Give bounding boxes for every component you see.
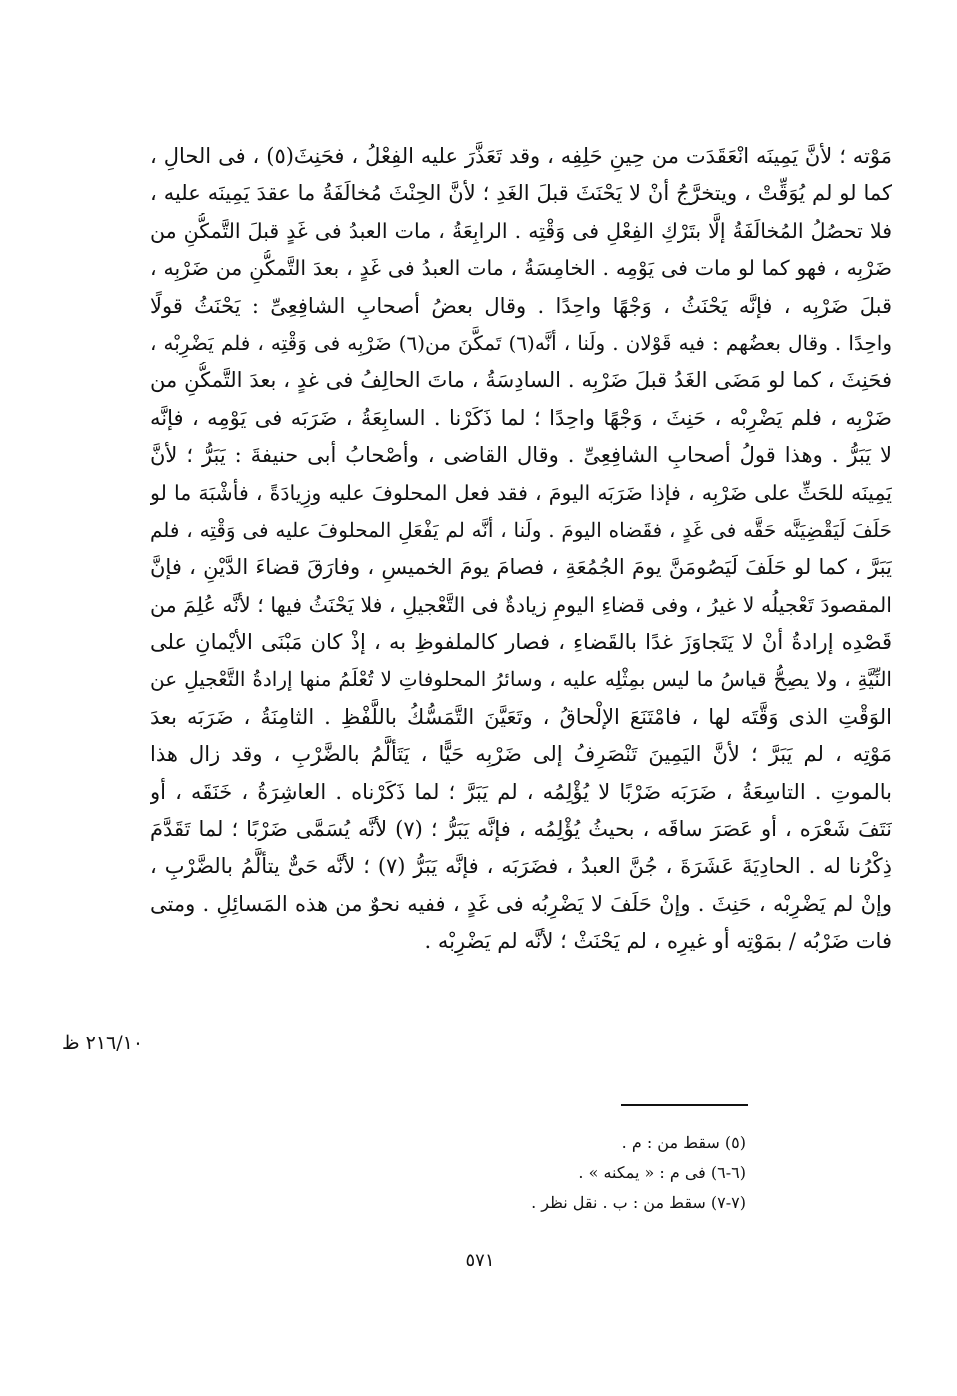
page-number: ٥٧١ (465, 1250, 495, 1271)
text-line: فحَنِثَ ، كما لو مَضَى الغَدُ قبلَ ضَرْبِه . السادِسَةُ ، ماتَ الحالِفُ فى غدٍ ، بعدَ التَّمكُّنِ من (150, 368, 892, 393)
text-line: نَتَفَ شَعْرَه ، أو عَصَرَ ساقَه ، بحيثُ يُؤْلِمُه ، فإنَّه يَبَرُّ ؛ (٧) لأنَّه يُسَمَّى ضَرْبًا ؛ لما تَقَدَّمَ (150, 817, 892, 842)
text-line: ضَرْبِه ، فلم يَضْرِبْه ، حَنِثَ ، وَجْهًا واحِدًا ؛ لما ذَكَرْنا . السابِعَةُ ، ضَرَبَه فى يَوْمِه ، فإنَّه (150, 405, 892, 430)
main-text-block (150, 138, 892, 961)
text-line: لا يَبَرُّ . وهذا قولُ أصحابِ الشافِعِىِّ . وقال القاضى ، وأصْحابُ أبى حنيفةَ : يَبَرُّ ؛ لأنَّ (150, 443, 892, 468)
text-line: النِّيَّةِ ، ولا يصِحُّ قياسُ ما ليس بمِثْلِه عليه ، وسائرُ المحلوفاتِ لا تُعْلَمُ منها إرادةُ التَّعْجيلِ عن (150, 667, 892, 692)
text-line: الوَقْتِ الذى وَقَّتَه لها ، فامْتَنَعَ الإلْحاقُ ، وتَعَيَّنَ التَّمَسُّكُ باللَّفْظِ . الثامِنَةُ ، ضَرَبَه بعدَ (150, 704, 892, 729)
text-line: بالموتِ . التاسِعَةُ ، ضَرَبَه ضَرْبًا لا يُؤْلِمُه ، لم يَبَرَّ ؛ لما ذَكَرْناه . العاشِرَةُ ، خَنَقَه ، أو (150, 779, 892, 804)
text-line: فلا تحصُلُ المُخالَفَةُ إلَّا بتَرْكِ الفِعْلِ فى وَقْتِه . الرابِعَةُ ، مات العبدُ فى غَدٍ قبلَ التَّمكُّنِ من (150, 218, 892, 243)
text-line: مَوْتِه ، لم يَبَرَّ ؛ لأنَّ اليَمِينَ تَنْصَرِفُ إلى ضَرْبِه حَيًّا ، يَتَألَّمُ بالضَّرْبِ ، وقد زال هذا (150, 742, 892, 767)
text-line: يَبَرَّ ، كما لو حَلَفَ لَيَصُومَنَّ يومَ الجُمُعَةِ ، فصامَ يومَ الخميسِ ، وفارَقَ قضاءَ الدَّيْنِ ، فإنَّ (150, 555, 892, 580)
footnote-divider (621, 1104, 748, 1106)
text-line: واحِدًا . وقال بعضُهم : فيه قَوْلان . ولَنا ، أنَّه(٦) تَمكَّنَ من(٦) ضَرْبِه فى وَقْتِه ، فلم يَضْرِبْه ، (150, 330, 892, 355)
text-line: حَلَفَ لَيَقْضِيَنَّه حَقَّه فى غَدٍ ، فقَضاه اليومَ . ولَنا ، أنَّه لم يَفْعَلِ المحلوفَ عليه فى وَقْتِه ، فلم (150, 517, 892, 542)
footnotes-block (420, 1128, 746, 1218)
text-line: وإنْ لم يَضْرِبْه ، حَنِثَ . وإنْ حَلَفَ لا يَضْرِبُه فى غَدٍ ، ففيه نحوٌ من هذه المَسائِلِ . ومتى (150, 891, 892, 916)
margin-manuscript-reference: ٢١٦/١٠ ظ (62, 1032, 144, 1054)
text-line: قَصْدِه إرادةُ أنْ لا يَتَجاوَزَ غدًا بالقَضاءِ ، فصار كالملفوظِ به ، إذْ كان مَبْنَى الأيْمانِ على (150, 630, 892, 655)
text-line: قبلَ ضَرْبِه ، فإنَّه يَحْنَثُ ، وَجْهًا واحِدًا . وقال بعضُ أصحابِ الشافِعِىِّ : يَحْنَثُ قولًا (150, 293, 892, 318)
text-line: يَمِينَه للحَثِّ على ضَرْبِه ، فإذا ضَرَبَه اليومَ ، فقد فعل المحلوفَ عليه وزِيادَةً ، فأشْبَهَ ما لو (150, 480, 892, 505)
text-line: ذِكْرُنا له . الحادِيَةَ عَشَرَةَ ، جُنَّ العبدُ ، فضَرَبَه ، فإنَّه يَبَرُّ (٧) ؛ لأنَّه حَىٌّ يتألَّمُ بالضَّرْبِ ، (150, 854, 892, 879)
text-line: المقصودَ تَعْجيلُه لا غيرُ ، وفى قضاءِ اليومِ زيادةٌ فى التَّعْجيلِ ، فلا يَحْنَثُ فيها ؛ لأنَّه عُلِمَ من (150, 592, 892, 617)
footnote: (٥) سقط من : م . (621, 1133, 746, 1152)
text-line: كما لو لم يُوَقِّتْ ، ويتخرَّجُ أنْ لا يَحْنَثَ قبلَ الغَدِ ؛ لأنَّ الحِنْثَ مُخالَفَةُ ما عقدَ يَمِينَه عليه ، (150, 181, 892, 206)
footnote: (٦-٦) فى م : « يمكنه » . (578, 1163, 746, 1182)
text-line: ضَرْبِه ، فهو كما لو مات فى يَوْمِه . الخامِسَةُ ، مات العبدُ فى غَدٍ ، بعدَ التَّمكُّنِ من ضَرْبِه ، (150, 256, 892, 281)
footnote: (٧-٧) سقط من : ب . نقل نظر . (531, 1193, 746, 1212)
text-line: مَوْته ؛ لأنَّ يَمِينَه انْعَقَدَت من حِينِ حَلِفِه ، وقد تَعَذَّرَ عليه الفِعْلُ ، فحَنِثَ(٥) ، فى الحالِ ، (150, 144, 892, 168)
text-line-last: فات ضَرْبُه / بمَوْتِه أو غيرِه ، لم يَحْنَثْ ؛ لأنَّه لم يَضْرِبْه . (424, 929, 892, 954)
